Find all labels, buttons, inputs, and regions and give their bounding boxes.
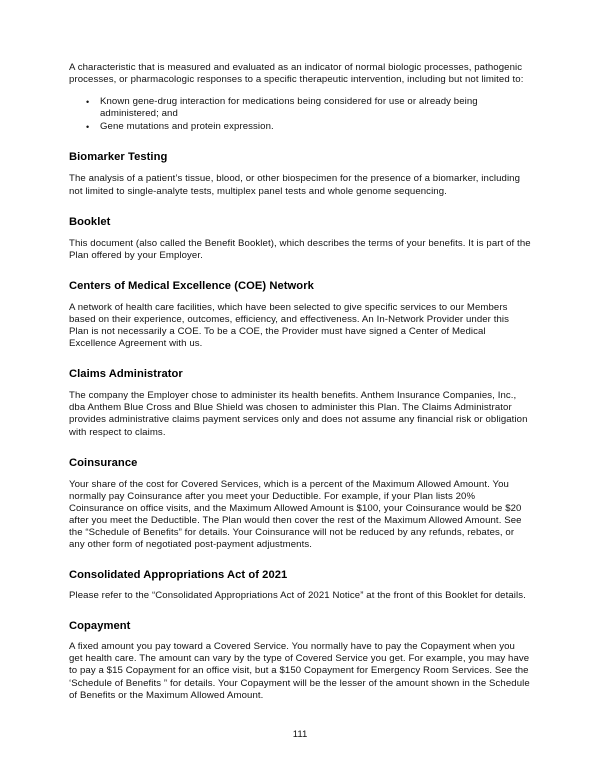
list-item-text: Known gene-drug interaction for medications being considered for use or already being administered; and bbox=[100, 96, 478, 120]
section-biomarker-testing bbox=[69, 151, 531, 197]
section-body: Your share of the cost for Covered Services, which is a percent of the Maximum Allowed Amount. You normally pay Coinsurance after you meet your Deductible. For example, if your Plan lists 20% Coinsurance on office visits, and the Maximum Allowed Amount is $100, your Coinsurance would be $20 after you meet the Deductible. The Plan would then cover the rest of the Maximum Allowed Amount. See the “Schedule of Benefits” for details. Your Coinsurance will not be reduced by any refunds, rebates, or any other form of negotiated post-payment adjustments. bbox=[69, 478, 522, 551]
page-content bbox=[69, 62, 531, 702]
section-heading: Centers of Medical Excellence (COE) Network bbox=[69, 279, 314, 292]
intro-bullet-list bbox=[69, 96, 531, 133]
section-consolidated-appropriations-act bbox=[69, 569, 531, 602]
section-claims-administrator bbox=[69, 368, 531, 438]
section-heading: Copayment bbox=[69, 620, 131, 633]
section-booklet bbox=[69, 216, 531, 262]
bullet-icon: • bbox=[86, 122, 90, 133]
section-heading: Coinsurance bbox=[69, 456, 138, 469]
list-item bbox=[69, 121, 531, 133]
section-copayment bbox=[69, 620, 531, 701]
section-heading: Claims Administrator bbox=[69, 368, 183, 381]
section-body: A fixed amount you pay toward a Covered Service. You normally have to pay the Copayment when you get health care. The amount can vary by the type of Covered Service you get. For example, you may have to pay a $15 Copayment for an office visit, but a $150 Copayment for Emergency Room Services. See the ‘Schedule of Benefits ” for details. Your Copayment will be the lesser of the amount shown in the Schedule of Benefits or the Maximum Allowed Amount. bbox=[69, 641, 530, 701]
section-heading: Booklet bbox=[69, 215, 111, 228]
page-number: 111 bbox=[292, 729, 308, 740]
list-item-text: Gene mutations and protein expression. bbox=[100, 121, 274, 133]
intro-paragraph: A characteristic that is measured and evaluated as an indicator of normal biologic processes, pathogenic processes, or pharmacologic responses to a specific therapeutic intervention, including but not limited to: bbox=[69, 62, 524, 86]
section-body: Please refer to the “Consolidated Appropriations Act of 2021 Notice” at the front of this Booklet for details. bbox=[69, 590, 526, 602]
section-coinsurance bbox=[69, 457, 531, 552]
section-coe-network bbox=[69, 280, 531, 350]
section-body: This document (also called the Benefit Booklet), which describes the terms of your benefits. It is part of the Plan offered by your Employer. bbox=[69, 237, 531, 261]
section-heading: Consolidated Appropriations Act of 2021 bbox=[69, 569, 288, 582]
list-item bbox=[69, 96, 531, 120]
section-heading: Biomarker Testing bbox=[69, 151, 168, 164]
bullet-icon: • bbox=[86, 97, 90, 108]
section-body: The analysis of a patient’s tissue, blood, or other biospecimen for the presence of a biomarker, including not limited to single-analyte tests, multiplex panel tests and whole genome sequencing. bbox=[69, 173, 521, 197]
section-body: A network of health care facilities, which have been selected to give specific services to our Members based on their experience, outcomes, efficiency, and effectiveness. An In-Network Provider under this Plan is not necessarily a COE. To be a COE, the Provider must have signed a Center of Medical Excellence Agreement with us. bbox=[69, 301, 510, 350]
section-body: The company the Employer chose to administer its health benefits. Anthem Insurance Companies, Inc., dba Anthem Blue Cross and Blue Shield was chosen to administer this Plan. The Claims Administrator provides administrative claims payment services only and does not assume any financial risk or obligation with respect to claims. bbox=[69, 390, 528, 438]
